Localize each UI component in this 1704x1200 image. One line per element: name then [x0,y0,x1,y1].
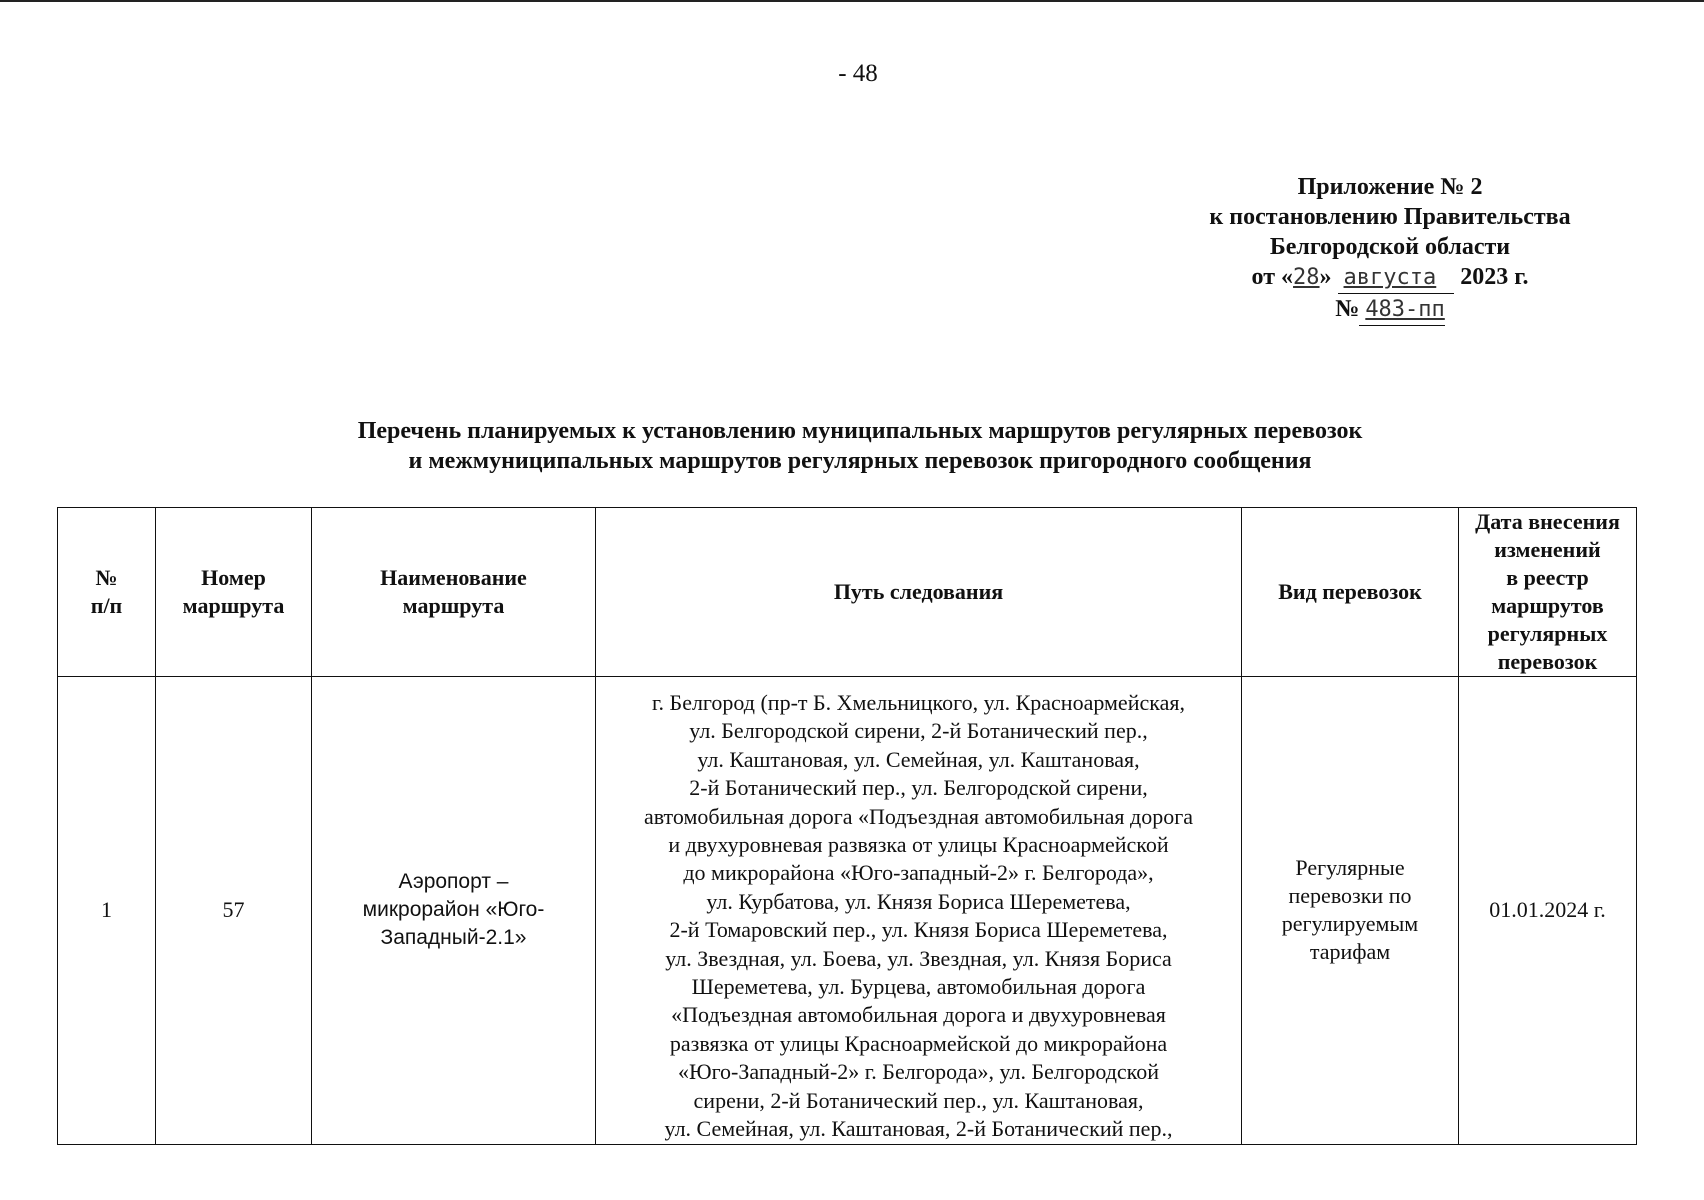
header-change-date [1459,508,1637,677]
path-line: «Юго-Западный-2» г. Белгорода», ул. Белгородской [677,1059,1160,1085]
date-month-field [1338,262,1455,294]
header-line: Наименование [380,565,527,590]
date-prefix: от « [1251,264,1294,290]
header-line: регулярных [1487,621,1608,646]
document-title-line: и межмуниципальных маршрутов регулярных перевозок пригородного сообщения [408,448,1312,474]
path-line: развязка от улицы Красноармейской до микрорайона [669,1030,1168,1056]
appendix-resolution-line: к постановлению Правительства [1209,204,1571,230]
path-line: сирени, 2-й Ботанический пер., ул. Каштановая, [693,1087,1144,1113]
transport-type-line: перевозки по [1288,883,1412,909]
header-line: маршрута [402,593,505,618]
header-route-name [312,508,596,677]
document-title-line: Перечень планируемых к установлению муниципальных маршрутов регулярных перевозок [357,418,1363,444]
header-line: маршрута [182,593,285,618]
number-prefix: № [1335,296,1360,322]
date-year: 2023 г. [1460,264,1529,290]
path-line: Шереметева, ул. Бурцева, автомобильная дорога [691,974,1146,1000]
path-line: до микрорайона «Юго-западный-2» г. Белгорода», [683,860,1154,886]
header-line: Номер [201,565,266,590]
route-name-line: микрорайон «Юго- [362,898,545,922]
path-line: ул. Каштановая, ул. Семейная, ул. Каштановая, [697,746,1140,772]
header-line: Путь следования [833,579,1004,604]
header-line: перевозок [1497,649,1598,674]
date-day: 28 [1293,265,1320,290]
header-line: в реестр [1506,565,1589,590]
document-title [240,416,1480,476]
table-row [58,677,1637,1145]
route-name-line: Западный-2.1» [380,926,527,950]
cell-route-name [312,677,596,1145]
header-line: № [95,565,118,590]
table-header-row [58,508,1637,677]
path-line: ул. Курбатова, ул. Князя Бориса Шереметева, [706,888,1131,914]
header-line: Дата внесения [1475,509,1620,534]
path-line: ул. Белгородской сирени, 2-й Ботанический пер., [689,718,1148,744]
path-line: и двухуровневая развязка от улицы Красноармейской [668,832,1169,858]
header-line: п/п [90,593,123,618]
transport-type-line: регулируемым [1281,911,1419,937]
header-path [596,508,1242,677]
appendix-date-line [1160,262,1620,294]
path-line: ул. Звездная, ул. Боева, ул. Звездная, ул. Князя Бориса [665,945,1172,971]
page-top-edge [0,0,1704,2]
appendix-region-line: Белгородской области [1269,234,1511,260]
appendix-block [1160,172,1620,326]
transport-type-line: тарифам [1309,939,1391,965]
appendix-number-line [1160,294,1620,326]
cell-path [596,677,1242,1145]
path-line: автомобильная дорога «Подъездная автомобильная дорога [643,803,1194,829]
header-line: маршрутов [1491,593,1604,618]
date-month: августа [1343,265,1437,290]
cell-route-number: 57 [156,677,312,1145]
path-line: 2-й Томаровский пер., ул. Князя Бориса Шереметева, [669,917,1168,943]
date-mid: » [1319,264,1332,290]
header-num [58,508,156,677]
path-line: г. Белгород (пр-т Б. Хмельницкого, ул. Красноармейская, [652,690,1185,715]
number-value: 483-пп [1365,297,1445,322]
header-route-number [156,508,312,677]
transport-type-line: Регулярные [1295,855,1405,881]
path-line: «Подъездная автомобильная дорога и двухуровневая [671,1002,1166,1028]
page-number: - 48 [838,60,878,87]
number-field [1359,294,1444,326]
appendix-title: Приложение № 2 [1297,174,1483,200]
header-transport-type [1242,508,1459,677]
cell-transport-type [1242,677,1459,1145]
path-line: 2-й Ботанический пер., ул. Белгородской сирени, [689,775,1148,801]
header-line: изменений [1494,537,1601,562]
header-line: Вид перевозок [1278,579,1422,604]
routes-table [57,507,1637,1145]
cell-change-date: 01.01.2024 г. [1459,677,1637,1145]
path-line: ул. Семейная, ул. Каштановая, 2-й Ботанический пер., [664,1116,1173,1142]
cell-num: 1 [58,677,156,1145]
route-name-line: Аэропорт – [398,870,509,894]
